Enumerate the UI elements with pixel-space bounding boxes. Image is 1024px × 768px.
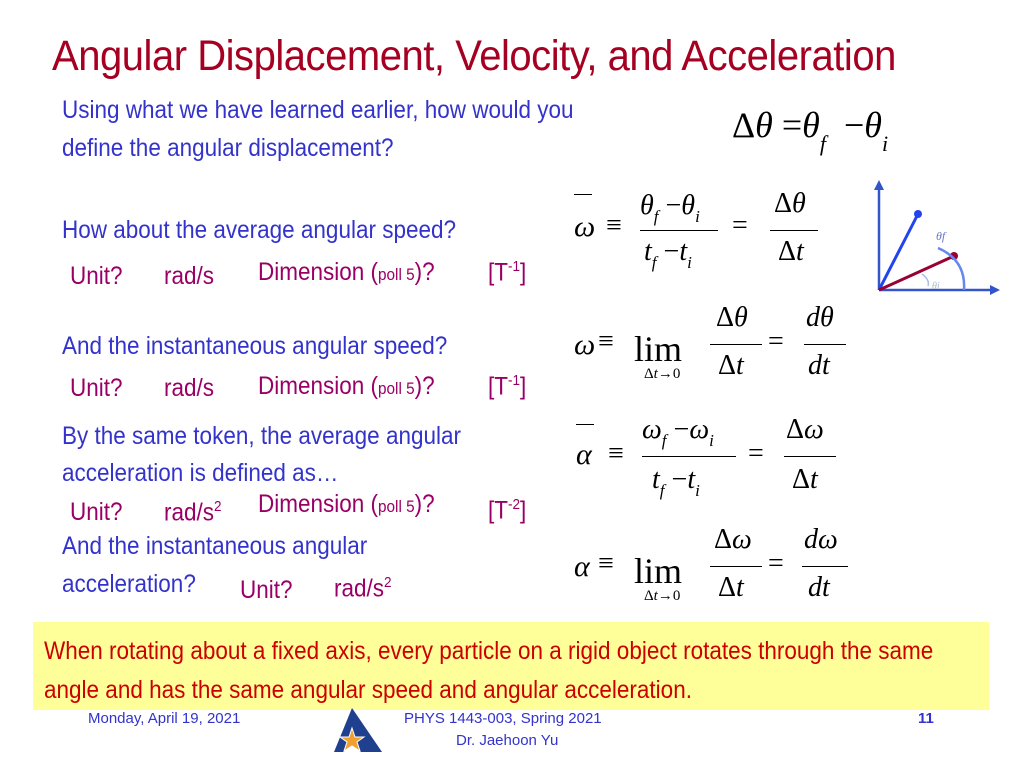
theta-i-label: θi: [932, 281, 940, 292]
unit-answer-3: rad/$s^2$: [164, 498, 222, 527]
key-concept-text: When rotating about a fixed axis, every particle on a rigid object rotates through the same angle and has the same angular speed and angular acceleration.: [44, 637, 934, 704]
equation-angular-displacement: $\Delta\theta =\theta_f -\theta_i$: [732, 105, 889, 156]
theta-f-label: θf: [936, 229, 946, 243]
question-average-angular-speed: How about the average angular speed?: [62, 216, 457, 244]
dimension-answer-1: $[T^{-1}]$: [488, 258, 527, 287]
unit-label-3: Unit?: [70, 498, 123, 526]
question-average-angular-acceleration-line1: By the same token, the average angular: [62, 422, 462, 450]
unit-label-2: Unit?: [70, 374, 123, 402]
dimension-question-2: Dimension (poll 5)?: [258, 372, 435, 400]
unit-label-1: Unit?: [70, 262, 123, 290]
rotation-diagram: [838, 178, 1002, 308]
dimension-question-3: Dimension (poll 5)?: [258, 490, 435, 518]
question-instantaneous-angular-acceleration-line2: acceleration?: [62, 570, 196, 598]
equation-average-angular-speed: ω ≡ $\theta_f -\theta_i$ $t_f -t_i$ = Δθ Δt: [570, 186, 830, 276]
unit-answer-4: rad/$s^2$: [334, 574, 392, 603]
footer-course: PHYS 1443-003, Spring 2021: [404, 710, 602, 727]
unit-answer-1: rad/s: [164, 262, 215, 290]
question-instantaneous-angular-acceleration-line1: And the instantaneous angular: [62, 532, 368, 560]
dimension-answer-2: $[T^{-1}]$: [488, 372, 527, 401]
equation-average-angular-acceleration: α ≡ $\omega_f -\omega_i$ $t_f -t_i$ = Δω Δt: [572, 412, 842, 502]
footer-date: Monday, April 19, 2021: [88, 710, 241, 727]
equation-instantaneous-angular-speed: ω ≡ lim Δt→0 Δθ Δt = dθ dt: [574, 300, 854, 390]
page-number: 11: [918, 710, 934, 727]
university-logo: [330, 706, 386, 754]
question-angular-displacement-line1: Using what we have learned earlier, how would you: [62, 96, 574, 124]
equation-instantaneous-angular-acceleration: α ≡ lim Δt→0 Δω Δt = dω dt: [574, 522, 854, 612]
unit-label-4: Unit?: [240, 576, 293, 604]
page-title: Angular Displacement, Velocity, and Acceleration: [52, 32, 896, 80]
question-instantaneous-angular-speed: And the instantaneous angular speed?: [62, 332, 448, 360]
dimension-question-1: Dimension (poll 5)?: [258, 258, 435, 286]
unit-answer-2: rad/s: [164, 374, 215, 402]
dimension-answer-3: $[T^{-2}]$: [488, 496, 527, 525]
question-angular-displacement-line2: define the angular displacement?: [62, 134, 394, 162]
footer-instructor: Dr. Jaehoon Yu: [456, 732, 559, 749]
question-average-angular-acceleration-line2: acceleration is defined as…: [62, 459, 339, 487]
